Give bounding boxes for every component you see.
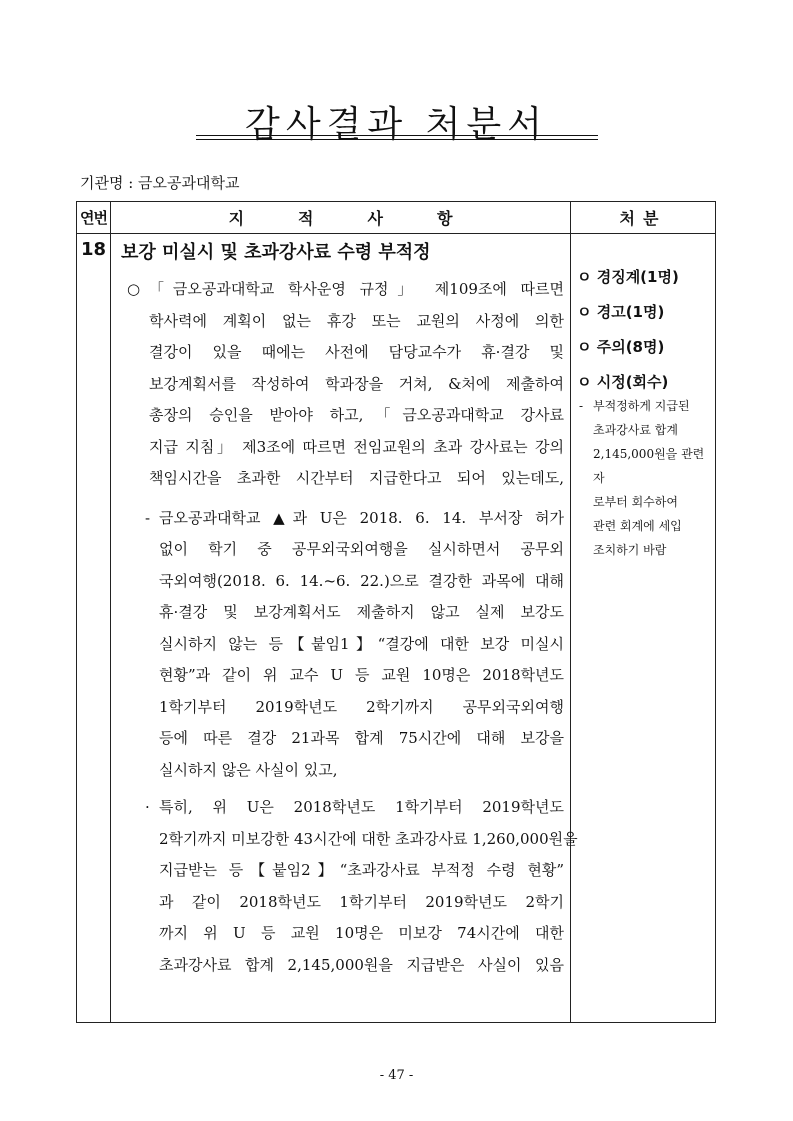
organization-label: 기관명 : 금오공과대학교 bbox=[80, 174, 240, 192]
p2-line: 휴·결강 및 보강계획서도 제출하지 않고 실제 보강도 bbox=[159, 603, 564, 621]
finding-subject: 보강 미실시 및 초과강사료 수령 부적정 bbox=[121, 242, 431, 263]
note-line: 부적정하게 지급된 bbox=[593, 399, 690, 413]
p2-line: 금오공과대학교 ▲과 U은 2018. 6. 14. 부서장 허가 bbox=[159, 508, 564, 527]
dash-marker-icon: - bbox=[145, 508, 151, 527]
disposition-item: ㅇ 시정(회수) bbox=[577, 373, 669, 391]
note-line: 관련 회계에 세입 bbox=[593, 519, 682, 533]
disposition-note bbox=[579, 394, 709, 562]
p3-line: 까지 위 U 등 교원 10명은 미보강 74시간에 대한 bbox=[159, 924, 564, 942]
p3-line: 과 같이 2018학년도 1학기부터 2019학년도 2학기 bbox=[159, 892, 564, 911]
disposition-item: ㅇ 경징계(1명) bbox=[577, 268, 679, 286]
p1-line: 지급 지침」 제3조에 따르면 전임교원의 초과 강사료는 강의 bbox=[149, 437, 564, 456]
dash-marker-icon: - bbox=[579, 399, 584, 413]
p2-line: 없이 학기 중 공무외국외여행을 실시하면서 공무외 bbox=[159, 540, 564, 558]
row-number: 18 bbox=[77, 234, 111, 1023]
p1-line: 「금오공과대학교 학사운영 규정」 제109조에 따르면 bbox=[149, 280, 564, 298]
page-number: - 47 - bbox=[379, 1068, 414, 1083]
p2-line: 국외여행(2018. 6. 14.~6. 22.)으로 결강한 과목에 대해 bbox=[159, 571, 564, 590]
p3-line: 지급받는 등【붙임2】“초과강사료 부적정 수령 현황” bbox=[159, 861, 564, 879]
finding-paragraph-1 bbox=[127, 274, 564, 495]
header-items: 지적사항 bbox=[111, 202, 571, 234]
p1-line: 학사력에 계획이 없는 휴강 또는 교원의 사정에 의한 bbox=[149, 311, 564, 330]
disposition-item: ㅇ 주의(8명) bbox=[577, 338, 665, 356]
p2-line: 현황”과 같이 위 교수 U 등 교원 10명은 2018학년도 bbox=[159, 666, 564, 684]
p2-line: 1학기부터 2019학년도 2학기까지 공무외국외여행 bbox=[159, 697, 564, 716]
p3-line: 2학기까지 미보강한 43시간에 대한 초과강사료 1,260,000원을 bbox=[159, 829, 578, 848]
note-line: 조치하기 바람 bbox=[593, 543, 667, 557]
findings-cell bbox=[111, 234, 578, 1023]
p2-line: 실시하지 않는 등【붙임1】“결강에 대한 보강 미실시 bbox=[159, 634, 564, 653]
finding-paragraph-2 bbox=[145, 503, 564, 787]
dot-marker-icon: · bbox=[145, 798, 150, 816]
p1-line: 결강이 있을 때에는 사전에 담당교수가 휴·결강 및 bbox=[149, 343, 564, 361]
p3-line: 초과강사료 합계 2,145,000원을 지급받은 사실이 있음 bbox=[159, 955, 564, 974]
p2-line: 등에 따른 결강 21과목 합계 75시간에 대해 보강을 bbox=[159, 729, 564, 747]
table-header-row bbox=[77, 202, 716, 234]
finding-paragraph-3 bbox=[145, 792, 578, 981]
p1-line: 보강계획서를 작성하여 학과장을 거쳐, &처에 제출하여 bbox=[149, 374, 564, 393]
note-line: 로부터 회수하여 bbox=[593, 495, 678, 509]
p1-line: 총장의 승인을 받아야 하고,「금오공과대학교 강사료 bbox=[149, 406, 564, 424]
note-line: 초과강사료 합계 bbox=[593, 423, 678, 437]
title-underline bbox=[196, 135, 598, 136]
header-disposition: 처분 bbox=[571, 202, 716, 234]
note-line: 2,145,000원을 관련자 bbox=[593, 447, 705, 485]
page-title: 감사결과 처분서 bbox=[245, 104, 548, 145]
table-row bbox=[77, 234, 716, 1023]
p3-line: 특히, 위 U은 2018학년도 1학기부터 2019학년도 bbox=[159, 798, 564, 816]
audit-table bbox=[76, 201, 716, 1023]
p2-line: 실시하지 않은 사실이 있고, bbox=[159, 760, 338, 779]
p1-line: 책임시간을 초과한 시간부터 지급한다고 되어 있는데도, bbox=[149, 469, 564, 487]
header-no: 연번 bbox=[77, 202, 111, 234]
disposition-item: ㅇ 경고(1명) bbox=[577, 303, 665, 321]
disposition-cell bbox=[571, 234, 716, 1023]
circle-bullet-icon: ○ bbox=[127, 280, 141, 298]
title-underline-thin bbox=[196, 139, 598, 140]
